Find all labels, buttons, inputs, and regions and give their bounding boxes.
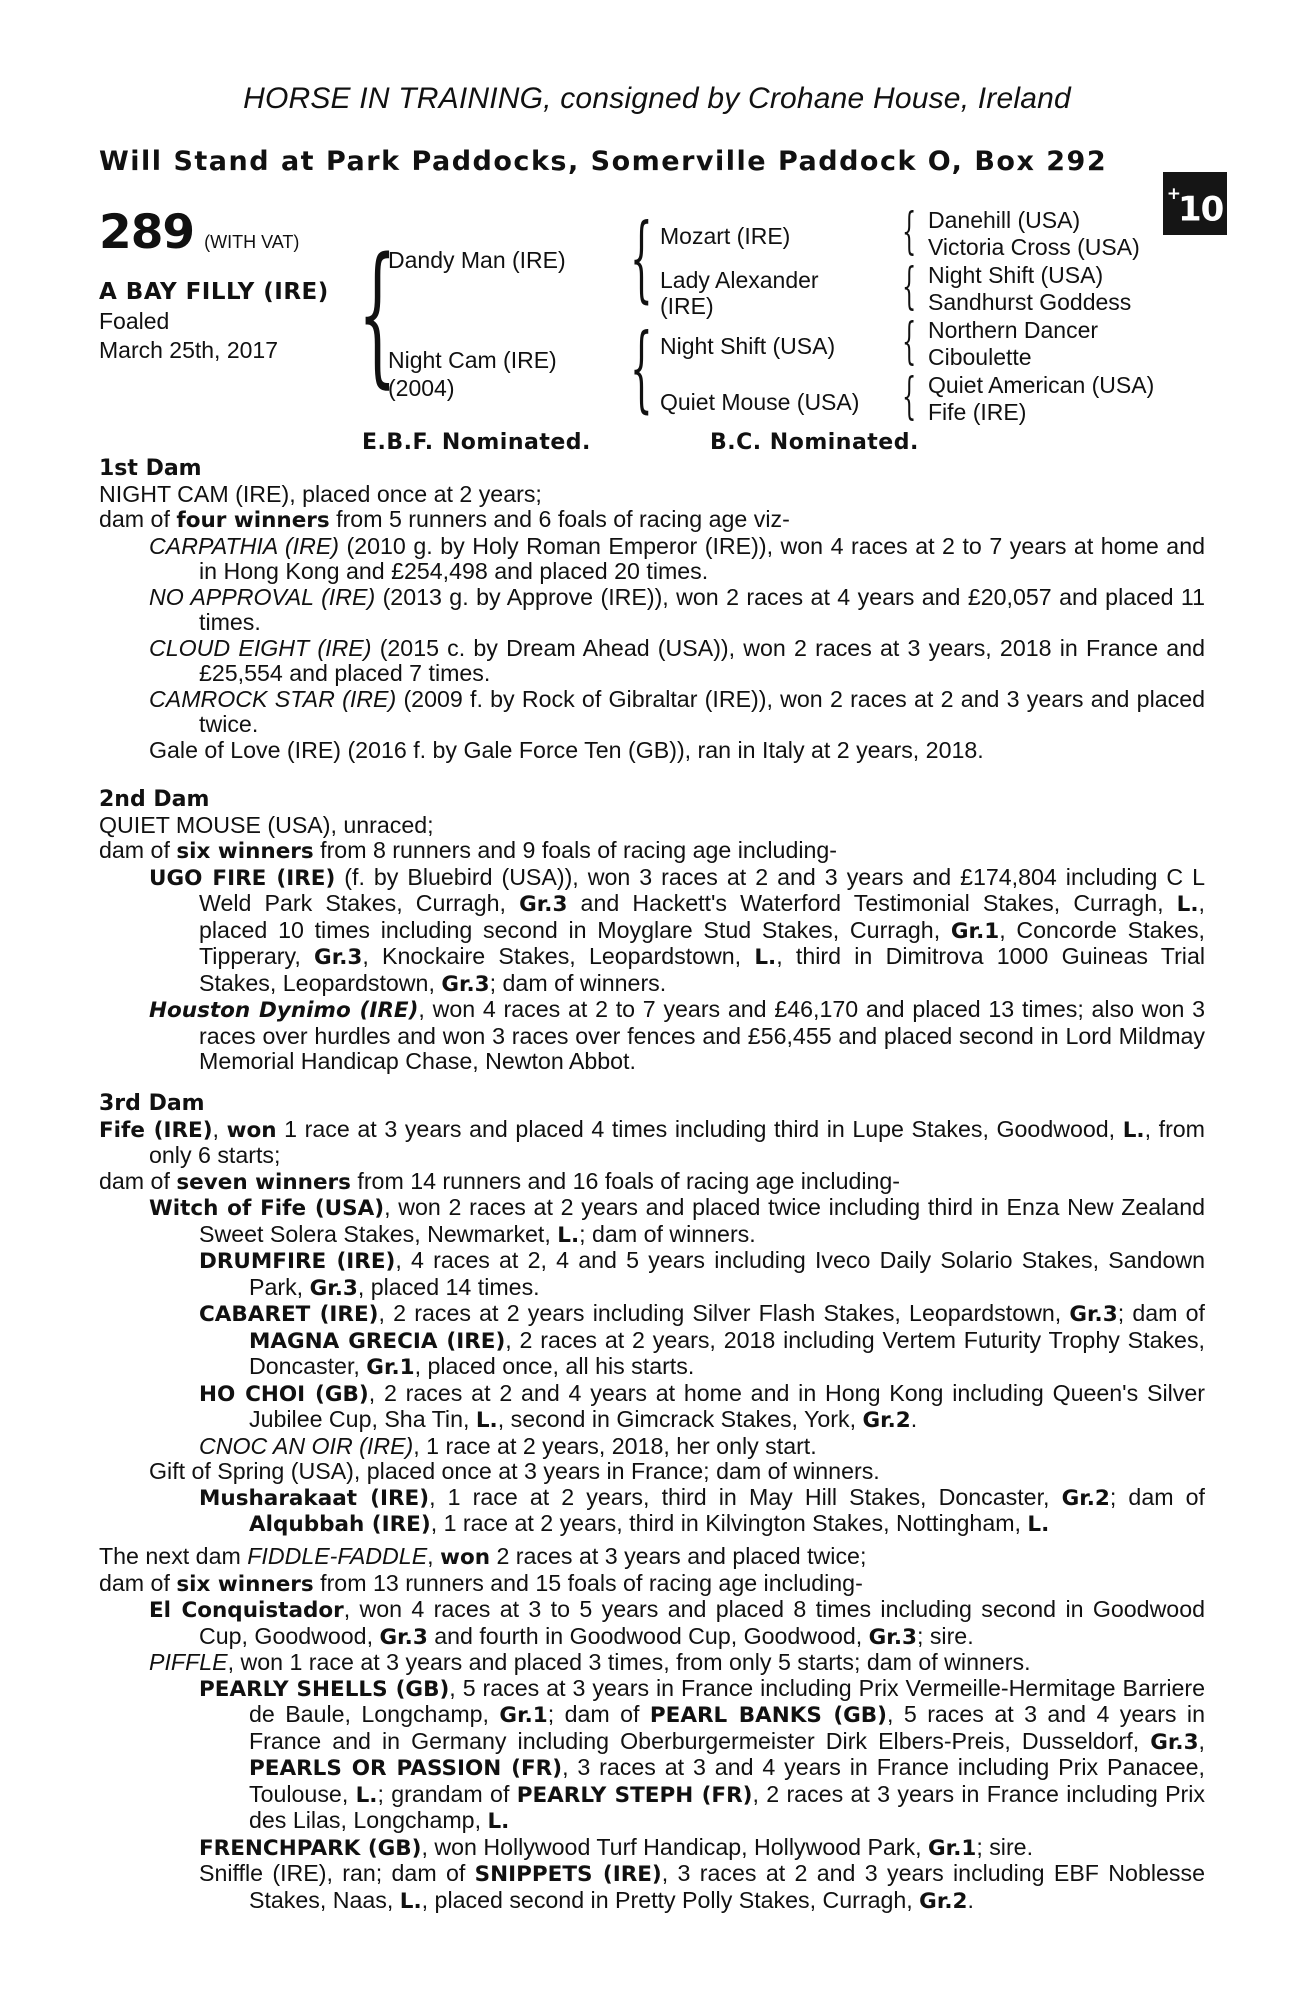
- dam-produce-summary: dam of six winners from 8 runners and 9 foals of racing age including-: [99, 837, 838, 864]
- foaled-date: March 25th, 2017: [99, 337, 279, 363]
- pedigree-brace-dam: {: [630, 314, 653, 423]
- fourth-dam-section: [99, 1544, 1205, 1914]
- pedigree-g3-1: Danehill (USA): [928, 207, 1081, 233]
- produce-entry: Houston Dynimo (IRE), won 4 races at 2 to 7 years and £46,170 and placed 13 times; also won 3 races over hurdles and won 3 races over fences and £56,455 and placed second in Lord Mildmay Memorial Handicap Chase, Newton Abbot.: [149, 996, 1205, 1074]
- pedigree-sire-dam-line2: (IRE): [660, 293, 714, 319]
- dam-produce-summary: dam of seven winners from 14 runners and 16 foals of racing age including-: [99, 1167, 901, 1195]
- produce-entry: Musharakaat (IRE), 1 race at 2 years, third in May Hill Stakes, Doncaster, Gr.2; dam of Alqubbah (IRE), 1 race at 2 years, third in Kilvington Stakes, Nottingham, L.: [199, 1483, 1205, 1537]
- vat-note: (WITH VAT): [204, 232, 300, 252]
- first-dam-section: [99, 456, 1205, 763]
- produce-entry: CABARET (IRE), 2 races at 2 years including Silver Flash Stakes, Leopardstown, Gr.3; dam of MAGNA GRECIA (IRE), 2 races at 2 years, 2018 including Vertem Futurity Trophy Stakes, Doncaster, Gr.1, placed once, all his starts.: [199, 1300, 1205, 1380]
- produce-entry: FRENCHPARK (GB), won Hollywood Turf Handicap, Hollywood Park, Gr.1; sire.: [199, 1833, 1034, 1861]
- lot-badge: [1163, 172, 1227, 235]
- third-dam-section: [99, 1091, 1205, 1538]
- lot-number: 289: [99, 205, 195, 260]
- produce-entry: Witch of Fife (USA), won 2 races at 2 years and placed twice including third in Enza New Zealand Sweet Solera Stakes, Newmarket, L.; dam of winners.: [149, 1194, 1205, 1248]
- produce-entry: UGO FIRE (IRE) (f. by Bluebird (USA)), won 3 races at 2 and 3 years and £174,804 including C L Weld Park Stakes, Curragh, Gr.3 and Hackett's Waterford Testimonial Stakes, Curragh, L., placed 10 times including second in Moyglare Stud Stakes, Curragh, Gr.1, Concorde Stakes, Tipperary, Gr.3, Knockaire Stakes, Leopardstown, L., third in Dimitrova 1000 Guineas Trial Stakes, Leopardstown, Gr.3; dam of winners.: [149, 863, 1205, 997]
- dam-produce-summary: dam of six winners from 13 runners and 15 foals of racing age including-: [99, 1569, 863, 1597]
- pedigree-g3-6: Ciboulette: [928, 344, 1032, 370]
- page-heading: HORSE IN TRAINING, consigned by Crohane House, Ireland: [243, 82, 1071, 115]
- produce-entry: CLOUD EIGHT (IRE) (2015 c. by Dream Ahead (USA)), won 2 races at 3 years, 2018 in France and £25,554 and placed 7 times.: [149, 634, 1205, 686]
- section-title: 3rd Dam: [99, 1091, 205, 1116]
- pedigree-g3-3: Night Shift (USA): [928, 262, 1104, 288]
- pedigree-brace-g3-2: {: [902, 257, 917, 315]
- pedigree-g3-4: Sandhurst Goddess: [928, 289, 1132, 315]
- pedigree-dam-line2: (2004): [388, 375, 455, 401]
- pedigree-g3-2: Victoria Cross (USA): [928, 234, 1140, 260]
- pedigree-brace-sire: {: [630, 204, 653, 313]
- lot-number-block: [99, 205, 299, 260]
- section-title: 2nd Dam: [99, 787, 210, 812]
- stand-location: Will Stand at Park Paddocks, Somerville Paddock O, Box 292: [99, 146, 1108, 177]
- bc-nominated: B.C. Nominated.: [710, 430, 919, 455]
- pedigree-dam-sire: Night Shift (USA): [660, 333, 836, 359]
- pedigree-brace-g3-4: {: [902, 367, 917, 425]
- badge-plus: +: [1166, 184, 1180, 204]
- horse-name: A BAY FILLY (IRE): [99, 279, 329, 305]
- dam-intro: QUIET MOUSE (USA), unraced;: [99, 811, 434, 838]
- pedigree-g3-8: Fife (IRE): [928, 399, 1027, 425]
- pedigree-brace-g3-3: {: [902, 312, 917, 370]
- pedigree-brace-gen1: {: [358, 225, 397, 402]
- ebf-nominated: E.B.F. Nominated.: [362, 430, 591, 455]
- produce-entry: CNOC AN OIR (IRE), 1 race at 2 years, 2018, her only start.: [199, 1432, 817, 1459]
- produce-entry: PIFFLE, won 1 race at 3 years and placed 3 times, from only 5 starts; dam of winners.: [149, 1649, 1031, 1675]
- pedigree-sire-sire: Mozart (IRE): [660, 223, 791, 249]
- produce-entry: HO CHOI (GB), 2 races at 2 and 4 years at home and in Hong Kong including Queen's Silver Jubilee Cup, Sha Tin, L., second in Gimcrack Stakes, York, Gr.2.: [199, 1379, 1205, 1433]
- pedigree-sire-dam-line1: Lady Alexander: [660, 267, 819, 293]
- produce-entry: NO APPROVAL (IRE) (2013 g. by Approve (IRE)), won 2 races at 4 years and £20,057 and placed 11 times.: [149, 583, 1205, 635]
- produce-entry: Sniffle (IRE), ran; dam of SNIPPETS (IRE), 3 races at 2 and 3 years including EBF Noblesse Stakes, Naas, L., placed second in Pretty Polly Stakes, Curragh, Gr.2.: [199, 1860, 1205, 1914]
- produce-entry: Gift of Spring (USA), placed once at 3 years in France; dam of winners.: [149, 1458, 880, 1484]
- pedigree-g3-7: Quiet American (USA): [928, 372, 1155, 398]
- second-dam-section: [99, 787, 1205, 1075]
- dam-intro: NIGHT CAM (IRE), placed once at 2 years;: [99, 480, 542, 507]
- produce-entry: CAMROCK STAR (IRE) (2009 f. by Rock of Gibraltar (IRE)), won 2 races at 2 and 3 years and placed twice.: [149, 685, 1205, 737]
- pedigree-g3-5: Northern Dancer: [928, 317, 1099, 343]
- dam-produce-summary: dam of four winners from 5 runners and 6 foals of racing age viz-: [99, 506, 790, 533]
- badge-number: 10: [1177, 189, 1224, 230]
- pedigree-dam-line1: Night Cam (IRE): [388, 347, 557, 373]
- pedigree-dam-dam: Quiet Mouse (USA): [660, 389, 860, 415]
- pedigree-sire: Dandy Man (IRE): [388, 247, 566, 273]
- pedigree-brace-g3-1: {: [902, 202, 917, 260]
- produce-entry: El Conquistador, won 4 races at 3 to 5 years and placed 8 times including second in Goodwood Cup, Goodwood, Gr.3 and fourth in Goodwood Cup, Goodwood, Gr.3; sire.: [149, 1596, 1205, 1650]
- produce-entry: PEARLY SHELLS (GB), 5 races at 3 years in France including Prix Vermeille-Hermitage Barriere de Baule, Longchamp, Gr.1; dam of PEARL BANKS (GB), 5 races at 3 and 4 years in France and in Germany including Oberburgermeister Dirk Elbers-Preis, Dusseldorf, Gr.3, PEARLS OR PASSION (FR), 3 races at 3 and 4 years in France including Prix Panacee, Toulouse, L.; grandam of PEARLY STEPH (FR), 2 races at 3 years in France including Prix des Lilas, Longchamp, L.: [199, 1674, 1205, 1834]
- horse-info: [99, 278, 329, 365]
- foaled-label: Foaled: [99, 308, 170, 334]
- produce-entry: Gale of Love (IRE) (2016 f. by Gale Force Ten (GB)), ran in Italy at 2 years, 2018.: [149, 736, 984, 763]
- dam-intro: Fife (IRE), won 1 race at 3 years and placed 4 times including third in Lupe Stakes, Goodwood, L., from only 6 starts;: [99, 1115, 1206, 1168]
- produce-entry: DRUMFIRE (IRE), 4 races at 2, 4 and 5 years including Iveco Daily Solario Stakes, Sandown Park, Gr.3, placed 14 times.: [199, 1247, 1205, 1301]
- dam-intro: The next dam FIDDLE-FADDLE, won 2 races at 3 years and placed twice;: [99, 1543, 867, 1570]
- produce-entry: CARPATHIA (IRE) (2010 g. by Holy Roman Emperor (IRE)), won 4 races at 2 to 7 years at home and in Hong Kong and £254,498 and placed 20 times.: [149, 532, 1205, 584]
- section-title: 1st Dam: [99, 456, 202, 481]
